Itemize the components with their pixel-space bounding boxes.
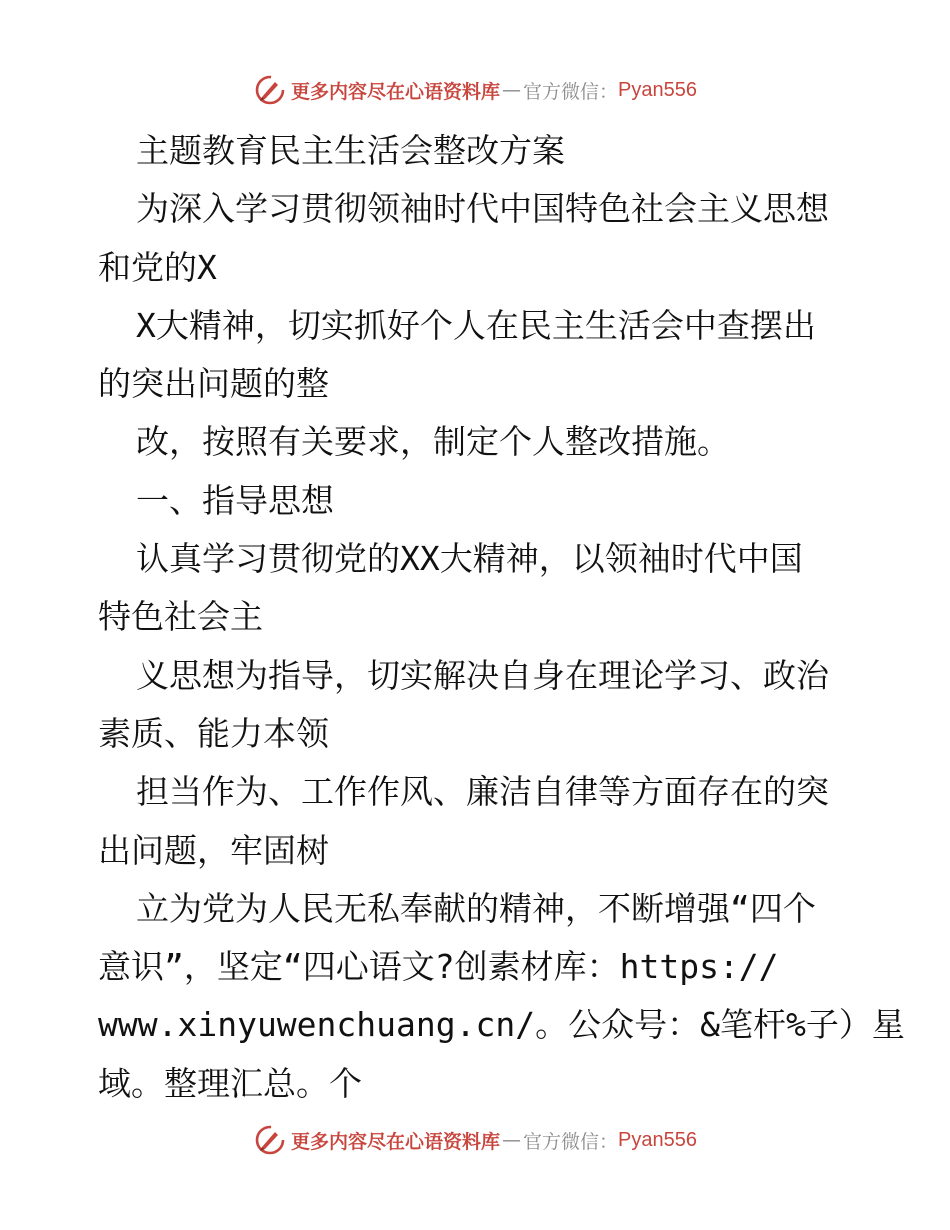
text-line: 意识”，坚定“四心语文?创素材库：https:// xyxy=(98,947,779,987)
text-line: 改，按照有关要求，制定个人整改措施。 xyxy=(136,422,730,462)
text-line: X大精神，切实抓好个人在民主生活会中查摆出 xyxy=(136,305,816,345)
banner-dash: — xyxy=(502,79,522,101)
banner-wechat-id: Pyan556 xyxy=(618,78,697,101)
text-line: 义思想为指导，切实解决自身在理论学习、政治 xyxy=(136,655,829,695)
text-line: 和党的X xyxy=(98,247,217,287)
text-line: www.xinyuwenchuang.cn/。公众号：&笔杆%子）星 xyxy=(98,1005,905,1045)
banner-title: 更多内容尽在心语资料库 xyxy=(291,1130,501,1153)
text-line: 的突出问题的整 xyxy=(98,364,329,404)
banner-wechat-label: 官方微信： xyxy=(523,80,619,103)
text-line: 为深入学习贯彻领袖时代中国特色社会主义思想 xyxy=(136,189,829,229)
text-line: 一、指导思想 xyxy=(136,480,334,520)
header-banner xyxy=(0,70,950,110)
banner-dash: — xyxy=(502,1129,522,1151)
banner-wechat-label: 官方微信： xyxy=(523,1130,619,1153)
banner-title: 更多内容尽在心语资料库 xyxy=(291,80,501,103)
banner-wechat-id: Pyan556 xyxy=(618,1128,697,1151)
pen-swirl-logo-icon xyxy=(253,1123,287,1157)
text-line: 出问题，牢固树 xyxy=(98,830,329,870)
document-body xyxy=(98,122,905,1113)
pen-swirl-logo-icon xyxy=(253,73,287,107)
text-line: 特色社会主 xyxy=(98,597,263,637)
text-line: 素质、能力本领 xyxy=(98,713,329,753)
text-line: 担当作为、工作作风、廉洁自律等方面存在的突 xyxy=(136,772,829,812)
text-line: 主题教育民主生活会整改方案 xyxy=(136,131,565,170)
footer-banner xyxy=(0,1120,950,1160)
text-line: 认真学习贯彻党的XX大精神，以领袖时代中国 xyxy=(136,539,803,579)
text-line: 立为党为人民无私奉献的精神，不断增强“四个 xyxy=(136,888,816,928)
text-line: 域。整理汇总。个 xyxy=(98,1063,362,1103)
